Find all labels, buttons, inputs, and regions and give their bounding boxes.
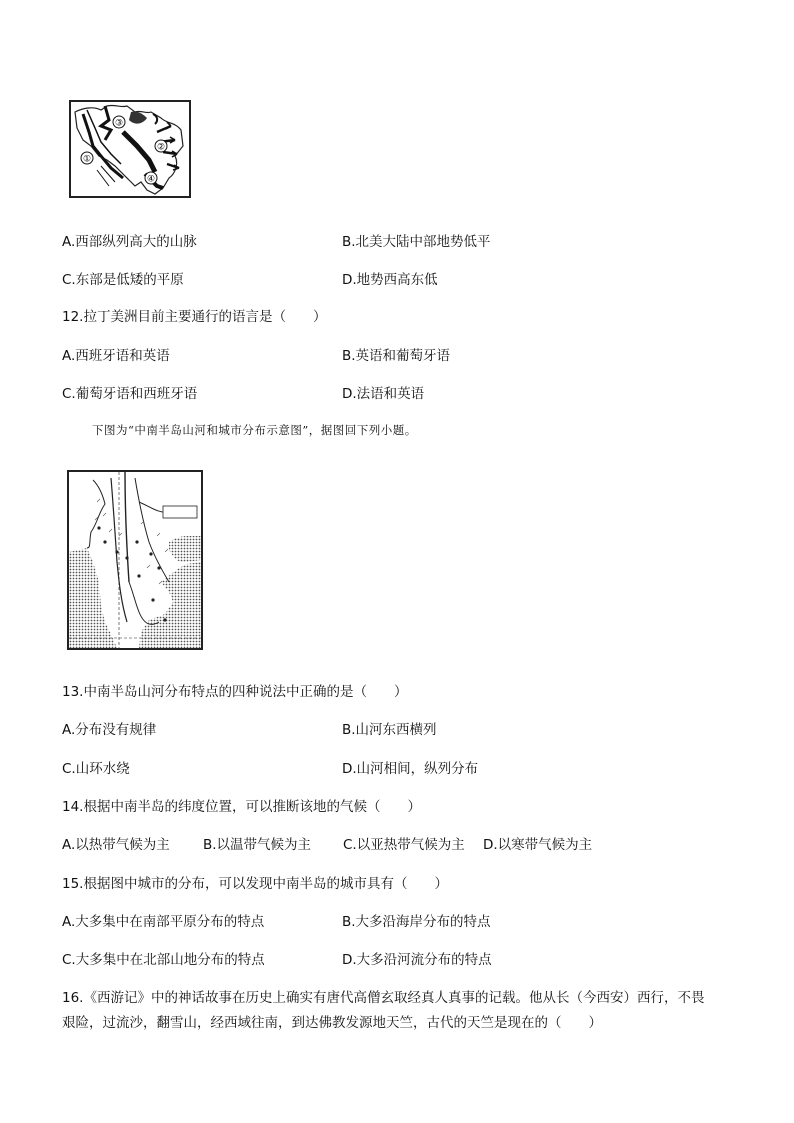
indochina-peninsula-rivers-cities-map-icon <box>69 472 201 648</box>
q14-option-d: D.以寒带气候为主 <box>483 837 593 853</box>
q12-option-d: D.法语和英语 <box>342 386 425 402</box>
q13-option-b: B.山河东西横列 <box>342 722 437 738</box>
north-america-map <box>69 100 191 198</box>
q14-option-a: A.以热带气候为主 <box>62 837 170 853</box>
q12-option-c: C.葡萄牙语和西班牙语 <box>62 386 198 402</box>
q13-option-d: D.山河相间，纵列分布 <box>342 761 479 777</box>
q13-option-a: A.分布没有规律 <box>62 722 157 738</box>
svg-text:①: ① <box>82 154 92 165</box>
indochina-map <box>67 470 203 650</box>
q16-stem-line1: 16.《西游记》中的神话故事在历史上确实有唐代高僧玄取经真人真事的记载。他从长（今西安）西行，不畏 <box>62 990 705 1006</box>
q14-option-c: C.以亚热带气候为主 <box>343 837 465 853</box>
north-america-arrows-map-icon <box>71 102 189 196</box>
q11-option-a: A.西部纵列高大的山脉 <box>62 234 197 250</box>
svg-text:②: ② <box>156 142 166 153</box>
q11-option-c: C.东部是低矮的平原 <box>62 272 184 288</box>
q15-option-b: B.大多沿海岸分布的特点 <box>342 914 491 930</box>
q11-option-d: D.地势西高东低 <box>342 272 438 288</box>
q14-option-b: B.以温带气候为主 <box>203 837 312 853</box>
svg-text:④: ④ <box>146 174 156 185</box>
q12-option-b: B.英语和葡萄牙语 <box>342 348 451 364</box>
q15-stem: 15.根据图中城市的分布，可以发现中南半岛的城市具有（ ） <box>62 876 448 892</box>
q16-stem-line2: 艰险，过流沙，翻雪山，经西域往南，到达佛教发源地天竺，古代的天竺是现在的（ ） <box>62 1015 602 1031</box>
q13-stem: 13.中南半岛山河分布特点的四种说法中正确的是（ ） <box>62 684 408 700</box>
q15-option-a: A.大多集中在南部平原分布的特点 <box>62 914 265 930</box>
q14-stem: 14.根据中南半岛的纬度位置，可以推断该地的气候（ ） <box>62 799 421 815</box>
q15-option-c: C.大多集中在北部山地分布的特点 <box>62 952 265 968</box>
q12-stem: 12.拉丁美洲目前主要通行的语言是（ ） <box>62 309 327 325</box>
q11-option-b: B.北美大陆中部地势低平 <box>342 234 491 250</box>
svg-text:③: ③ <box>114 118 124 129</box>
q13-option-c: C.山环水绕 <box>62 761 130 777</box>
q15-option-d: D.大多沿河流分布的特点 <box>342 952 492 968</box>
q12-option-a: A.西班牙语和英语 <box>62 348 170 364</box>
map-intro-text: 下图为“中南半岛山河和城市分布示意图”，据图回下列小题。 <box>92 423 417 437</box>
